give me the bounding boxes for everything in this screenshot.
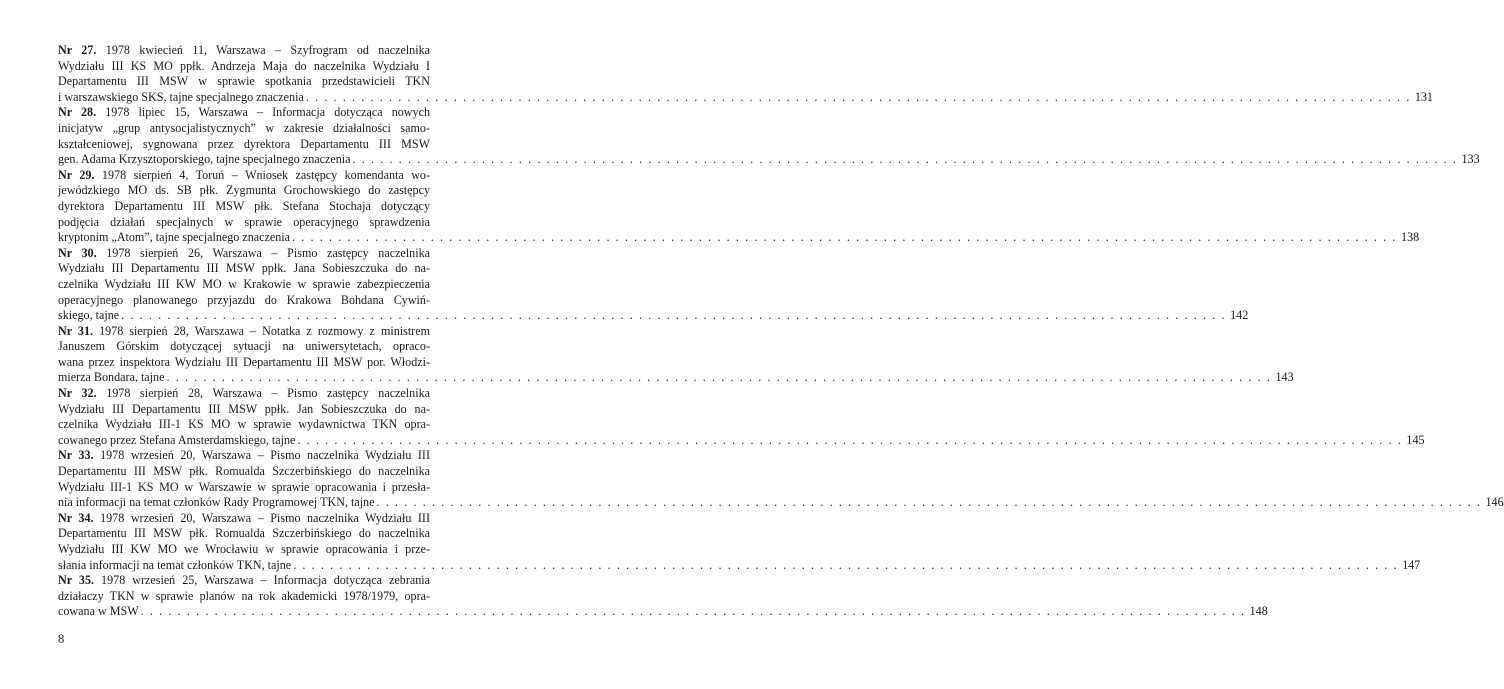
- leader-dots: . . . . . . . . . . . . . . . . . . . . . . . . . . . . . . . . . . . . . . . . . . . . . . . . . . . . . . . . . . . . . . . . . . . . . . . . . . . . . . . . . . . . . . . . . . . . . . . . . . . . . . . . . . . . . . . . . . . . . . . .: [297, 432, 1403, 447]
- leader-dots: . . . . . . . . . . . . . . . . . . . . . . . . . . . . . . . . . . . . . . . . . . . . . . . . . . . . . . . . . . . . . . . . . . . . . . . . . . . . . . . . . . . . . . . . . . . . . . . . . . . . . . . . . . . . . . . . . . . . . . . .: [352, 152, 1458, 167]
- entry-page-number: 143: [1275, 370, 1294, 385]
- entry-last-line: [58, 495, 1504, 511]
- entry-first-line: [58, 511, 430, 527]
- entry-text-line: Departamentu III MSW płk. Romualda Szczerbińskiego do naczelnika: [58, 464, 430, 479]
- entry-text-line: czelnika Wydziału III-1 KS MO w sprawie wydawnictwa TKN opra-: [58, 417, 430, 432]
- entry-first-line: [58, 43, 430, 59]
- entry-number: Nr 33.: [58, 448, 94, 463]
- entry-last-line: [58, 89, 1433, 106]
- toc-entry[interactable]: [58, 167, 1420, 246]
- toc-entry[interactable]: [58, 448, 1504, 510]
- entry-text-line: Wydziału III KW MO we Wrocławiu w sprawie opracowania i prze-: [58, 542, 430, 556]
- entry-first-line: [58, 105, 430, 121]
- leader-dots: . . . . . . . . . . . . . . . . . . . . . . . . . . . . . . . . . . . . . . . . . . . . . . . . . . . . . . . . . . . . . . . . . . . . . . . . . . . . . . . . . . . . . . . . . . . . . . . . . . . . . . . . . . . . . . . . . . . . . . . .: [376, 495, 1482, 510]
- entry-text-line: Januszem Górskim dotyczącej sytuacji na uniwersytetach, opraco-: [58, 339, 430, 354]
- entry-last-line: [58, 432, 1425, 449]
- entry-last-text: nia informacji na temat członków Rady Programowej TKN, tajne: [58, 495, 375, 510]
- entry-text-line: dyrektora Departamentu III MSW płk. Stefana Stochaja dotyczący: [58, 198, 430, 213]
- entry-text: 1978 sierpień 28, Warszawa – Notatka z rozmowy z ministrem: [93, 323, 430, 338]
- leader-dots: . . . . . . . . . . . . . . . . . . . . . . . . . . . . . . . . . . . . . . . . . . . . . . . . . . . . . . . . . . . . . . . . . . . . . . . . . . . . . . . . . . . . . . . . . . . . . . . . . . . . . . . . . . . . . . . . . . . . . . . .: [140, 604, 1246, 619]
- entry-first-line: [58, 246, 430, 262]
- entry-first-line: [58, 324, 430, 340]
- toc-entry[interactable]: [58, 105, 1480, 167]
- entry-text: 1978 sierpień 28, Warszawa – Pismo zastępcy naczelnika: [96, 386, 430, 401]
- entry-number: Nr 32.: [58, 386, 97, 401]
- entry-text: 1978 sierpień 26, Warszawa – Pismo zastępcy naczelnika: [96, 245, 430, 260]
- entry-number: Nr 31.: [58, 323, 94, 338]
- entry-page-number: 147: [1402, 557, 1421, 572]
- entry-text: 1978 lipiec 15, Warszawa – Informacja dotycząca nowych: [96, 105, 430, 120]
- entry-text: 1978 wrzesień 20, Warszawa – Pismo naczelnika Wydziału III: [93, 510, 430, 525]
- entry-text-line: Departamentu III MSW płk. Romualda Szczerbińskiego do naczelnika: [58, 526, 430, 541]
- entry-text-line: Departamentu III MSW w sprawie spotkania przedstawicieli TKN: [58, 74, 430, 89]
- toc-entry[interactable]: [58, 510, 1421, 573]
- toc-entry[interactable]: [58, 573, 1268, 620]
- toc-entry[interactable]: [58, 386, 1425, 448]
- entry-last-text: cowanego przez Stefana Amsterdamskiego, tajne: [58, 432, 296, 447]
- entry-last-line: [58, 308, 1249, 324]
- leader-dots: . . . . . . . . . . . . . . . . . . . . . . . . . . . . . . . . . . . . . . . . . . . . . . . . . . . . . . . . . . . . . . . . . . . . . . . . . . . . . . . . . . . . . . . . . . . . . . . . . . . . . . . . . . . . . . . . . . . . . . . .: [292, 230, 1398, 245]
- entry-last-line: [58, 230, 1420, 246]
- entry-number: Nr 30.: [58, 245, 97, 260]
- entry-first-line: [58, 168, 430, 184]
- entry-last-line: [58, 152, 1480, 168]
- entry-text-line: operacyjnego planowanego przyjazdu do Krakowa Bohdana Cywiń-: [58, 292, 430, 307]
- entry-text-line: Wydziału III-1 KS MO w Warszawie w sprawie opracowania i przesła-: [58, 479, 430, 494]
- entry-number: Nr 34.: [58, 510, 94, 525]
- toc-entry[interactable]: [58, 43, 1433, 105]
- toc-entry[interactable]: [58, 245, 1249, 324]
- entry-last-line: [58, 557, 1421, 574]
- entry-last-line: [58, 370, 1294, 386]
- entry-last-text: kryptonim „Atom”, tajne specjalnego znaczenia: [58, 230, 291, 245]
- entry-text-line: Wydziału III Departamentu III MSW ppłk. Jana Sobieszczuka do na-: [58, 261, 430, 276]
- entry-text-line: działaczy TKN w sprawie planów na rok akademicki 1978/1979, opra-: [58, 588, 430, 603]
- entry-text-line: kształceniowej, sygnowana przez dyrektora Departamentu III MSW: [58, 136, 430, 151]
- entry-number: Nr 28.: [58, 105, 97, 120]
- entry-last-text: gen. Adama Krzysztoporskiego, tajne specjalnego znaczenia: [58, 152, 351, 167]
- leader-dots: . . . . . . . . . . . . . . . . . . . . . . . . . . . . . . . . . . . . . . . . . . . . . . . . . . . . . . . . . . . . . . . . . . . . . . . . . . . . . . . . . . . . . . . . . . . . . . . . . . . . . . . . . . . . . . . . . . . . . . . .: [293, 557, 1399, 572]
- entry-first-line: [58, 386, 430, 402]
- entry-number: Nr 27.: [58, 43, 97, 57]
- table-of-contents: [58, 43, 1504, 620]
- entry-page-number: 145: [1406, 432, 1425, 447]
- entry-page-number: 131: [1414, 89, 1433, 104]
- entry-page-number: 138: [1401, 230, 1420, 245]
- entry-number: Nr 29.: [58, 167, 95, 182]
- entry-last-text: cowana w MSW: [58, 604, 139, 619]
- entry-text-line: wana przez inspektora Wydziału III Departamentu III MSW por. Włodzi-: [58, 354, 430, 369]
- entry-first-line: [58, 448, 430, 464]
- entry-number: Nr 35.: [58, 573, 95, 588]
- entry-text-line: inicjatyw „grup antysocjalistycznych” w zakresie działalności samo-: [58, 120, 430, 135]
- entry-first-line: [58, 573, 430, 589]
- entry-text-line: podjęcia działań specjalnych w sprawie operacyjnego sprawdzenia: [58, 214, 430, 229]
- entry-text-line: Wydziału III Departamentu III MSW ppłk. Jan Sobieszczuka do na-: [58, 401, 430, 416]
- leader-dots: . . . . . . . . . . . . . . . . . . . . . . . . . . . . . . . . . . . . . . . . . . . . . . . . . . . . . . . . . . . . . . . . . . . . . . . . . . . . . . . . . . . . . . . . . . . . . . . . . . . . . . . . . . . . . . . . . . . . . . . .: [121, 308, 1227, 323]
- entry-text: 1978 wrzesień 20, Warszawa – Pismo naczelnika Wydziału III: [93, 448, 430, 463]
- entry-text-line: czelnika Wydziału III KW MO w Krakowie w sprawie zabezpieczenia: [58, 276, 430, 291]
- entry-last-text: skiego, tajne: [58, 308, 120, 323]
- entry-last-text: i warszawskiego SKS, tajne specjalnego znaczenia: [58, 89, 304, 104]
- entry-text: 1978 sierpień 4, Toruń – Wniosek zastępcy komendanta wo-: [94, 167, 430, 182]
- entry-last-text: słania informacji na temat członków TKN, tajne: [58, 557, 292, 572]
- entry-page-number: 146: [1485, 495, 1504, 510]
- toc-entry[interactable]: [58, 323, 1294, 386]
- entry-page-number: 142: [1230, 308, 1249, 323]
- entry-page-number: 148: [1249, 604, 1268, 619]
- entry-text-line: jewódzkiego MO ds. SB płk. Zygmunta Grochowskiego do zastępcy: [58, 183, 430, 198]
- entry-page-number: 133: [1461, 152, 1480, 167]
- entry-text: 1978 kwiecień 11, Warszawa – Szyfrogram od naczelnika: [96, 43, 431, 57]
- entry-text-line: Wydziału III KS MO ppłk. Andrzeja Maja do naczelnika Wydziału I: [58, 58, 430, 73]
- leader-dots: . . . . . . . . . . . . . . . . . . . . . . . . . . . . . . . . . . . . . . . . . . . . . . . . . . . . . . . . . . . . . . . . . . . . . . . . . . . . . . . . . . . . . . . . . . . . . . . . . . . . . . . . . . . . . . . . . . . . . . . .: [305, 89, 1411, 104]
- entry-text: 1978 wrzesień 25, Warszawa – Informacja dotycząca zebrania: [94, 573, 430, 588]
- page-number: 8: [58, 632, 65, 646]
- entry-last-line: [58, 604, 1268, 620]
- entry-last-text: mierza Bondara, tajne: [58, 370, 165, 385]
- leader-dots: . . . . . . . . . . . . . . . . . . . . . . . . . . . . . . . . . . . . . . . . . . . . . . . . . . . . . . . . . . . . . . . . . . . . . . . . . . . . . . . . . . . . . . . . . . . . . . . . . . . . . . . . . . . . . . . . . . . . . . . .: [166, 370, 1272, 385]
